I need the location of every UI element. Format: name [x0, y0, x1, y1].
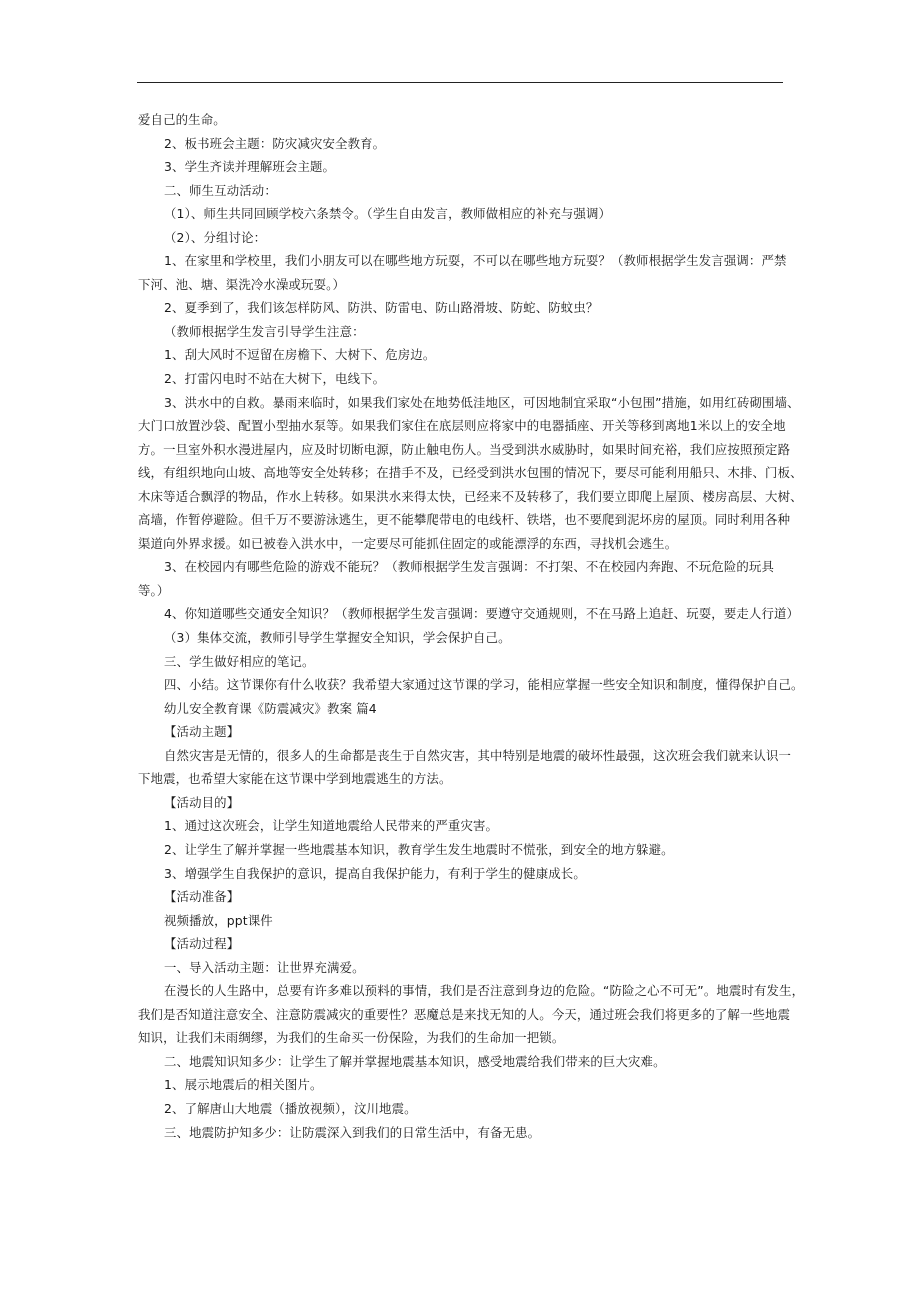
header-rule [137, 82, 783, 83]
text-line: （1）、师生共同回顾学校六条禁令。（学生自由发言，教师做相应的补充与强调） [164, 206, 612, 222]
text-line: 爱自己的生命。 [138, 112, 226, 127]
document-body [138, 108, 805, 1144]
text-line: 【活动准备】 [164, 889, 240, 905]
text-line: 木床等适合飘浮的物品，作水上转移。如果洪水来得太快，已经来不及转移了，我们要立即爬上屋顶、楼房高层、大树、 [138, 488, 803, 504]
text-line: （教师根据学生发言引导学生注意： [164, 323, 365, 339]
text-line: 2、板书班会主题：防灾减灾安全教育。 [164, 135, 386, 151]
text-line: 二、师生互动活动： [164, 182, 277, 198]
text-line: 视频播放，ppt课件 [164, 912, 273, 928]
text-line: 【活动目的】 [164, 794, 240, 810]
text-line: 在漫长的人生路中，总要有许多难以预料的事情，我们是否注意到身边的危险。“防险之心不可无”。地震时有发生， [164, 983, 805, 999]
text-line: 我们是否知道注意安全、注意防震减灾的重要性？恶魔总是来找无知的人。今天，通过班会我们将更多的了解一些地震 [138, 1006, 791, 1022]
text-line: （2）、分组讨论： [164, 229, 267, 245]
text-line: 1、展示地震后的相关图片。 [164, 1077, 323, 1093]
text-line: 二、地震知识知多少：让学生了解并掌握地震基本知识，感受地震给我们带来的巨大灾难。 [164, 1053, 666, 1069]
text-line: 2、夏季到了，我们该怎样防风、防洪、防雷电、防山路滑坡、防蛇、防蚊虫？ [164, 300, 599, 316]
text-line: 渠道向外界求援。如已被卷入洪水中，一定要尽可能抓住固定的或能漂浮的东西，寻找机会逃生。 [138, 535, 678, 551]
text-line: 方。一旦室外积水漫进屋内，应及时切断电源，防止触电伤人。当受到洪水威胁时，如果时间充裕，我们应按照预定路 [138, 441, 791, 457]
text-line: 知识，让我们未雨绸缪，为我们的生命买一份保险，为我们的生命加一把锁。 [138, 1030, 565, 1046]
text-line: 线，有组织地向山坡、高地等安全处转移；在措手不及，已经受到洪水包围的情况下，要尽可能利用船只、木排、门板、 [138, 465, 803, 481]
text-line: 【活动过程】 [164, 936, 240, 952]
text-line: 三、地震防护知多少：让防震深入到我们的日常生活中，有备无患。 [164, 1124, 541, 1140]
text-line: 下河、池、塘、渠洗冷水澡或玩耍。） [138, 276, 345, 292]
text-line: 1、刮大风时不逗留在房檐下、大树下、危房边。 [164, 347, 436, 363]
text-line: 4、你知道哪些交通安全知识？（教师根据学生发言强调：要遵守交通规则，不在马路上追赶、玩耍，要走人行道） [164, 606, 800, 622]
text-line: 幼儿安全教育课《防震减灾》教案 篇4 [164, 700, 377, 716]
text-line: 2、打雷闪电时不站在大树下，电线下。 [164, 371, 386, 387]
text-line: 1、通过这次班会，让学生知道地震给人民带来的严重灾害。 [164, 818, 499, 834]
text-line: 下地震，也希望大家能在这节课中学到地震逃生的方法。 [138, 771, 452, 787]
text-line: 大门口放置沙袋、配置小型抽水泵等。如果我们家住在底层则应将家中的电器插座、开关等移到离地1米以上的安全地 [138, 418, 786, 434]
text-line: 四、小结。这节课你有什么收获？我希望大家通过这节课的学习，能相应掌握一些安全知识和制度，懂得保护自己。 [164, 677, 804, 693]
text-line: 1、在家里和学校里，我们小朋友可以在哪些地方玩耍，不可以在哪些地方玩耍？（教师根据学生发言强调：严禁 [164, 253, 787, 269]
text-line: 3、在校园内有哪些危险的游戏不能玩？（教师根据学生发言强调：不打架、不在校园内奔跑、不玩危险的玩具 [164, 559, 774, 575]
text-line: 2、了解唐山大地震（播放视频），汶川地震。 [164, 1100, 417, 1116]
text-line: 三、学生做好相应的笔记。 [164, 653, 315, 669]
text-line: 自然灾害是无情的，很多人的生命都是丧生于自然灾害，其中特别是地震的破坏性最强，这次班会我们就来认识一 [164, 747, 792, 763]
text-line: 3、增强学生自我保护的意识，提高自我保护能力，有利于学生的健康成长。 [164, 865, 586, 881]
text-line: 一、导入活动主题：让世界充满爱。 [164, 959, 365, 975]
text-line: 3、学生齐读并理解班会主题。 [164, 159, 336, 175]
text-line: 【活动主题】 [164, 724, 240, 740]
text-line: （3）集体交流，教师引导学生掌握安全知识，学会保护自己。 [164, 630, 511, 646]
text-line: 2、让学生了解并掌握一些地震基本知识，教育学生发生地震时不慌张，到安全的地方躲避。 [164, 841, 674, 857]
text-line: 等。） [138, 582, 170, 598]
text-line: 3、洪水中的自救。暴雨来临时，如果我们家处在地势低洼地区，可因地制宜采取“小包围”措施，如用红砖砌围墙、 [164, 394, 800, 410]
text-line: 高墙，作暂停避险。但千万不要游泳逃生，更不能攀爬带电的电线杆、铁塔，也不要爬到泥坏房的屋顶。同时利用各种 [138, 512, 791, 528]
